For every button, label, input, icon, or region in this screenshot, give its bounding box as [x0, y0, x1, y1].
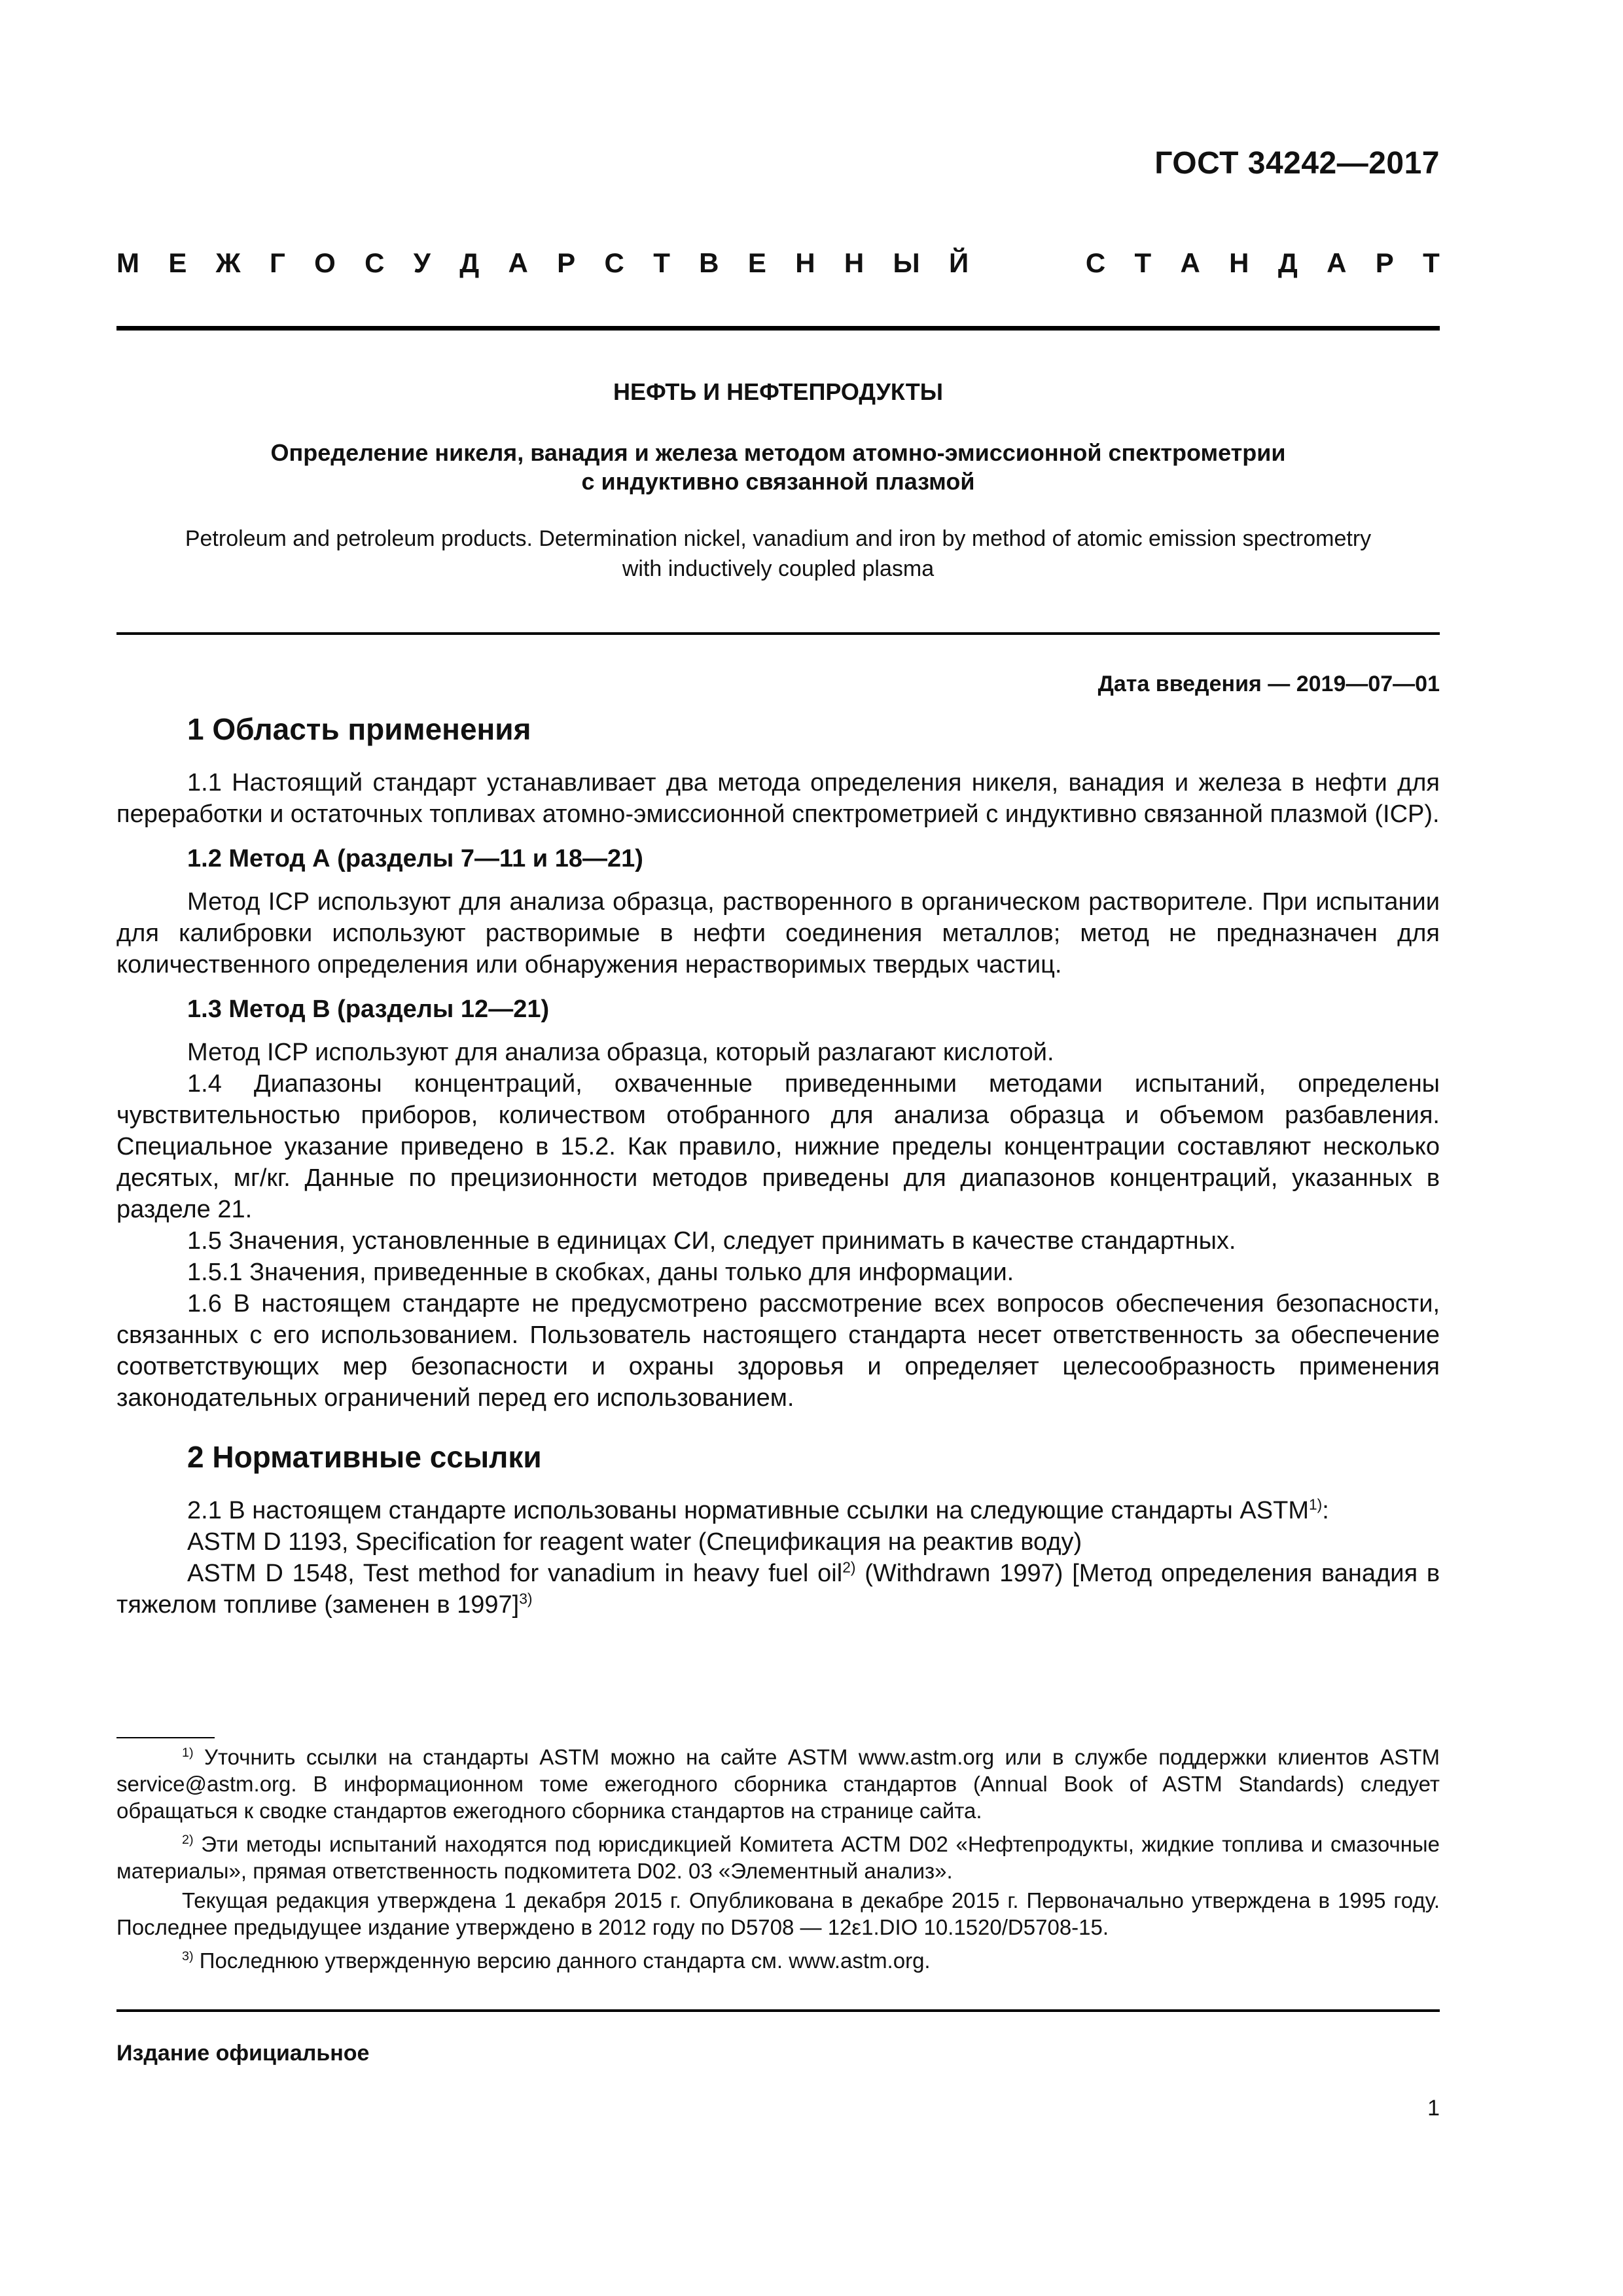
document-subtitle: Определение никеля, ванадия и железа методом атомно-эмиссионной спектрометрии с индуктивно связанной плазмой — [270, 439, 1286, 495]
introduction-date: Дата введения — 2019—07—01 — [1097, 672, 1440, 696]
title-rule — [116, 632, 1440, 635]
banner-letter: Д — [1277, 247, 1298, 278]
subsection-1-3-heading: 1.3 Метод В (разделы 12—21) — [187, 996, 550, 1023]
footnote-ref-1: 1) — [1309, 1496, 1323, 1513]
banner-letter: Р — [1375, 247, 1394, 278]
banner-letter: С — [1085, 247, 1106, 278]
paragraph-1-3: Метод ICP используют для анализа образца, который разлагают кислотой. — [187, 1039, 1054, 1066]
subsection-1-2-heading: 1.2 Метод А (разделы 7—11 и 18—21) — [187, 845, 643, 872]
banner-letter: У — [413, 247, 431, 278]
banner-letter: Т — [1134, 247, 1152, 278]
paragraph-1-6: 1.6 В настоящем стандарте не предусмотрено рассмотрение всех вопросов обеспечения безопасности, связанных с его использованием. Пользователь настоящего стандарта несет ответственность за обеспечение соответствующих мер безопасности и охраны здоровья и определяет целесообразность применения законодательных ограничений перед его использованием. — [116, 1290, 1440, 1412]
banner-letter: Р — [557, 247, 576, 278]
interstate-standard-banner — [116, 247, 1440, 279]
banner-letter: С — [604, 247, 624, 278]
banner-letter: Е — [747, 247, 766, 278]
banner-letter: В — [699, 247, 719, 278]
banner-letter: О — [314, 247, 336, 278]
banner-letter: Н — [844, 247, 865, 278]
footnote-separator — [116, 1737, 215, 1738]
banner-letter: Т — [653, 247, 670, 278]
footnotes — [116, 1744, 1440, 1981]
banner-letter: Й — [948, 247, 969, 278]
banner-letter: Ж — [215, 247, 241, 278]
banner-letter: Д — [459, 247, 480, 278]
footnote-2: $^{2)}$ Эти методы испытаний находятся под юрисдикцией Комитета АСТМ D02 «Нефтепродукты, жидкие топлива и смазочные материалы», прямая ответственность подкомитета D02. 03 «Элементный анализ». — [116, 1832, 1440, 1883]
header-rule — [116, 326, 1440, 331]
footnote-ref-2: 2) — [842, 1558, 856, 1576]
document-number: ГОСТ 34242—2017 — [1154, 146, 1440, 181]
section-2-heading: 2 Нормативные ссылки — [187, 1440, 542, 1474]
banner-letter: Ы — [893, 247, 920, 278]
footnote-2-continuation: Текущая редакция утверждена 1 декабря 2015 г. Опубликована в декабре 2015 г. Первоначально утверждена в 1995 году. Последнее предыдущее издание утверждено в 2012 году по D5708 — 12ε1.DIO 10.1520/D5708-15. — [116, 1888, 1440, 1939]
banner-letter: Н — [795, 247, 815, 278]
paragraph-1-2: Метод ICP используют для анализа образца, растворенного в органическом растворителе. При испытании для калибровки используют растворимые в нефти соединения металлов; метод не предназначен для количественного определения или обнаружения нерастворимых твердых частиц. — [116, 888, 1440, 978]
page-number: 1 — [1427, 2096, 1440, 2121]
english-title: Petroleum and petroleum products. Determination nickel, vanadium and iron by method of atomic emission spectrometry with inductively coupled plasma — [185, 526, 1372, 581]
banner-letter: С — [365, 247, 385, 278]
footnote-3: $^{3)}$ Последнюю утвержденную версию данного стандарта см. www.astm.org. — [182, 1948, 931, 1973]
banner-letter: А — [508, 247, 528, 278]
banner-word-gap — [998, 247, 1057, 279]
banner-letter: А — [1327, 247, 1347, 278]
document-title: НЕФТЬ И НЕФТЕПРОДУКТЫ — [613, 378, 943, 405]
document-body — [116, 713, 1440, 1621]
official-edition-label: Издание официальное — [116, 2041, 370, 2066]
banner-letter: Г — [269, 247, 285, 278]
paragraph-2-1: 2.1 В настоящем стандарте использованы нормативные ссылки на следующие стандарты ASTM$^{1)}$: — [187, 1496, 1329, 1524]
footnote-1: $^{1)}$ Уточнить ссылки на стандарты ASTM можно на сайте ASTM www.astm.org или в службе поддержки клиентов ASTM service@astm.org. В информационном томе ежегодного сборника стандартов (Annual Book of ASTM Standards) следует обращаться к сводке стандартов ежегодного сборника стандартов на странице сайта. — [116, 1745, 1440, 1823]
banner-letter: Н — [1229, 247, 1249, 278]
paragraph-1-1: 1.1 Настоящий стандарт устанавливает два метода определения никеля, ванадия и железа в нефти для переработки и остаточных топливах атомно-эмиссионной спектрометрией с индуктивно связанной плазмой (ICP). — [116, 769, 1440, 828]
banner-letter: Т — [1423, 247, 1440, 278]
paragraph-1-4: 1.4 Диапазоны концентраций, охваченные приведенными методами испытаний, определены чувствительностью приборов, количеством отобранного для анализа образца и объемом разбавления. Специальное указание приведено в 15.2. Как правило, нижние пределы концентрации составляют несколько десятых, мг/кг. Данные по прецизионности методов приведены для диапазонов концентраций, указанных в разделе 21. — [116, 1070, 1440, 1223]
reference-astm-d1548: ASTM D 1548, Test method for vanadium in heavy fuel oil$^{2)}$ (Withdrawn 1997) [Метод определения ванадия в тяжелом топливе (заменен в 1997]$^{3)}$ — [116, 1558, 1440, 1619]
footnote-ref-3: 3) — [519, 1590, 533, 1607]
banner-letter: А — [1180, 247, 1200, 278]
banner-letter: М — [116, 247, 139, 278]
paragraph-1-5: 1.5 Значения, установленные в единицах СИ, следует принимать в качестве стандартных. — [187, 1227, 1236, 1255]
footer-rule — [116, 2009, 1440, 2012]
section-1-heading: 1 Область применения — [187, 712, 531, 746]
paragraph-1-5-1: 1.5.1 Значения, приведенные в скобках, даны только для информации. — [187, 1259, 1014, 1286]
reference-astm-d1193: ASTM D 1193, Specification for reagent water (Спецификация на реактив воду) — [187, 1528, 1082, 1556]
banner-letter: Е — [168, 247, 187, 278]
